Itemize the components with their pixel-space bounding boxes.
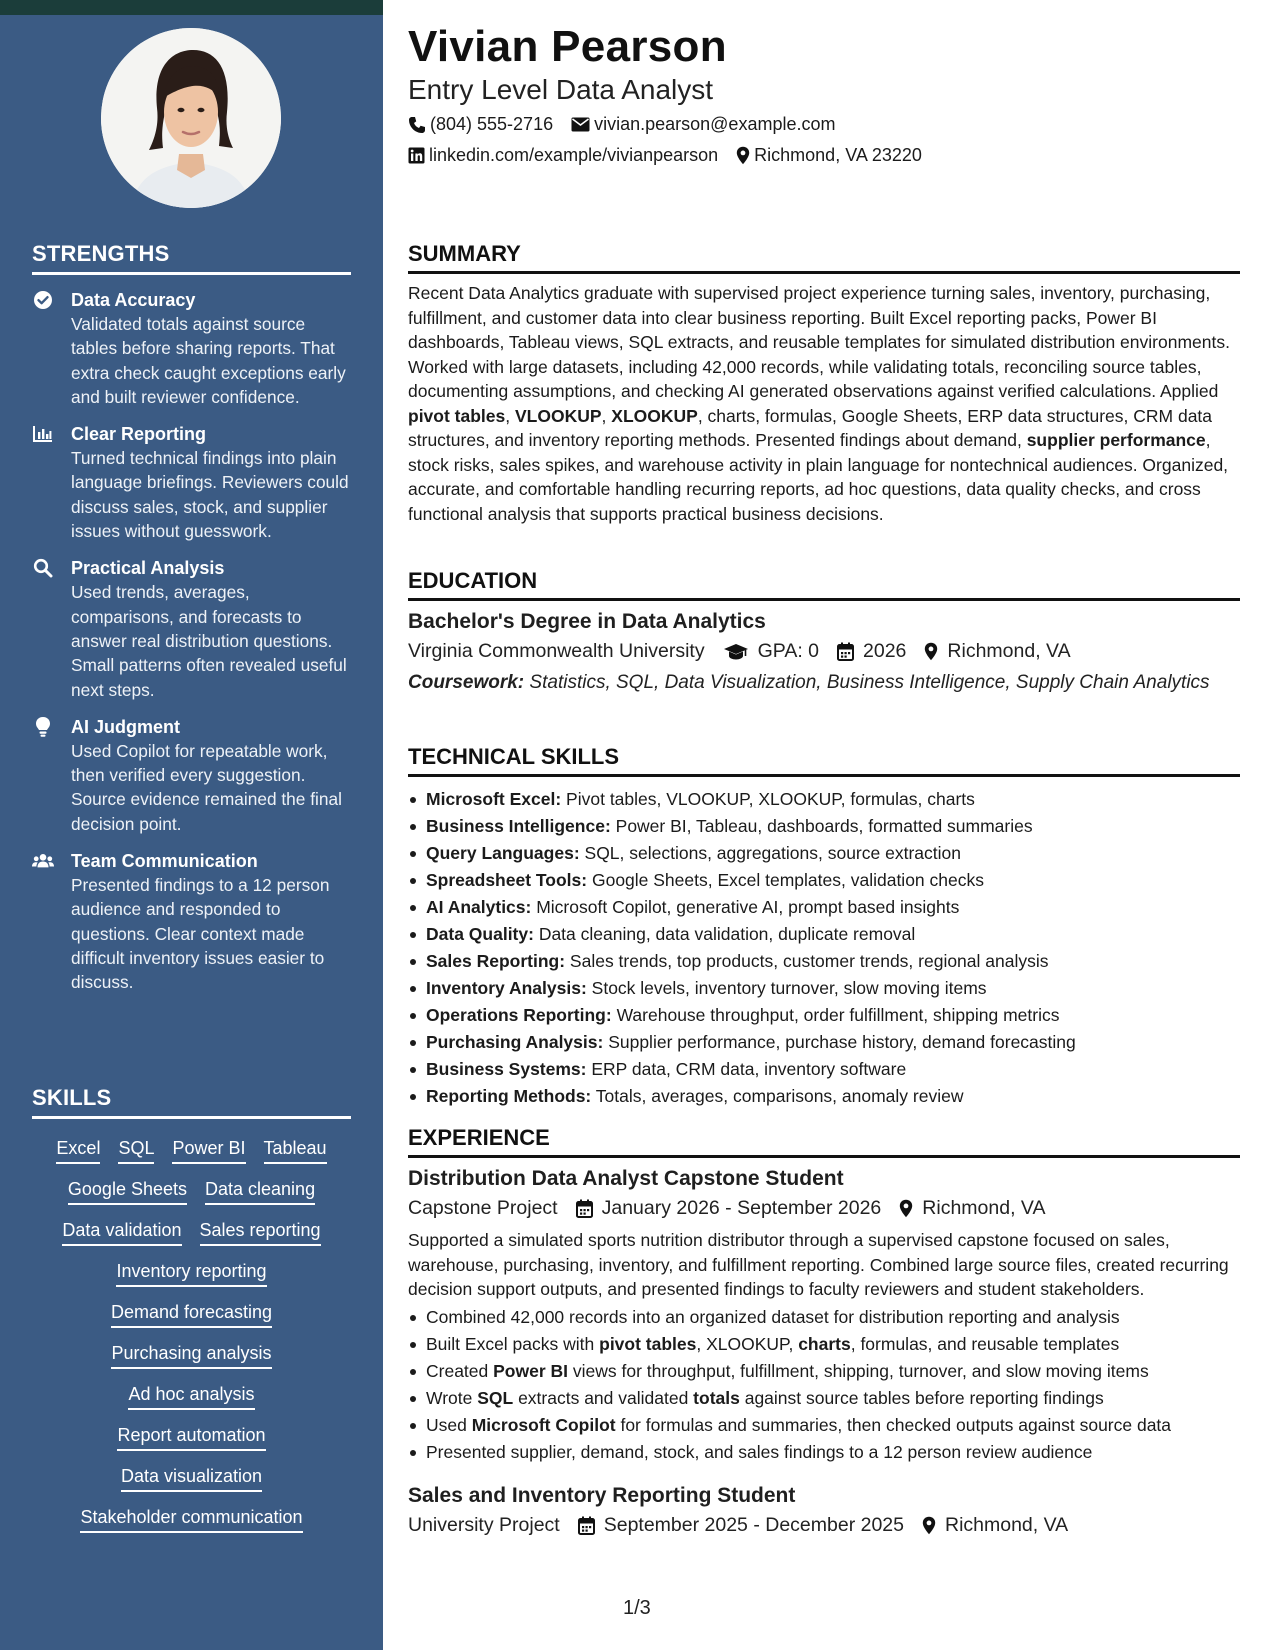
strength-item — [32, 422, 351, 543]
education-section — [408, 568, 1240, 695]
lightbulb-icon — [32, 716, 54, 738]
strength-item — [32, 715, 351, 836]
strength-text: Used trends, averages, comparisons, and forecasts to answer real distribution questions. Small patterns often revealed useful next steps. — [71, 582, 347, 700]
summary-text: Recent Data Analytics graduate with supervised project experience turning sales, inventory, purchasing, fulfillment, and customer data into clear business reporting. Built Excel reporting packs, Power BI dashboards, Tableau views, SQL extracts, and reusable templates for simulated distribution environments. Worked with large datasets, including 42,000 records, while validating totals, reconciling source tables, documenting assumptions, and checking AI generated observations against verified calculations. Applied pivot tables, VLOOKUP, XLOOKUP, charts, formulas, Google Sheets, ERP data structures, CRM data structures, and inventory reporting methods. Presented findings about demand, supplier performance, stock risks, sales spikes, and warehouse activity in plain language for nontechnical audiences. Organized, accurate, and comfortable handling recurring reports, ad hoc questions, data quality checks, and cross functional analysis that supports practical business decisions. — [408, 283, 1230, 524]
education-location: Richmond, VA — [924, 640, 1070, 663]
list-item: Business Systems: ERP data, CRM data, inventory software — [408, 1056, 1240, 1083]
strength-item — [32, 288, 351, 409]
technical-skills-heading: TECHNICAL SKILLS — [408, 744, 1240, 777]
calendar-icon — [576, 1199, 593, 1218]
education-heading: EDUCATION — [408, 568, 1240, 601]
summary-bold: XLOOKUP — [611, 405, 698, 426]
skill-tag: Stakeholder communication — [80, 1506, 302, 1533]
technical-skills-list — [408, 786, 1240, 1110]
list-item: Wrote SQL extracts and validated totals against source tables before reporting findings — [408, 1385, 1240, 1412]
strength-title: Practical Analysis — [71, 558, 225, 579]
job-bullets — [408, 1304, 1240, 1466]
list-item: Inventory Analysis: Stock levels, inventory turnover, slow moving items — [408, 975, 1240, 1002]
strength-item — [32, 849, 351, 994]
skill-tag: Sales reporting — [200, 1219, 321, 1246]
portrait-image — [101, 28, 281, 208]
list-item: Query Languages: SQL, selections, aggregations, source extraction — [408, 840, 1240, 867]
location-text: Richmond, VA 23220 — [754, 145, 922, 165]
map-pin-icon — [922, 1516, 936, 1535]
list-item: Microsoft Excel: Pivot tables, VLOOKUP, XLOOKUP, formulas, charts — [408, 786, 1240, 813]
strength-text: Validated totals against source tables before sharing reports. That extra check caught exceptions early and built reviewer confidence. — [71, 314, 346, 407]
gpa-field: GPA: 0 — [723, 640, 819, 663]
graduation-cap-icon — [723, 643, 749, 661]
job-meta — [408, 1197, 1240, 1220]
summary-section — [408, 241, 1240, 526]
list-item: Presented supplier, demand, stock, and sales findings to a 12 person review audience — [408, 1439, 1240, 1466]
skills-section — [32, 1085, 351, 1533]
skill-tag: SQL — [118, 1137, 154, 1164]
strength-text: Turned technical findings into plain language briefings. Reviewers could discuss sales, stock, and supplier issues without guesswork. — [71, 448, 349, 542]
bar-chart-icon — [32, 423, 54, 445]
summary-bold: pivot tables — [408, 405, 506, 426]
strength-title: Data Accuracy — [71, 290, 196, 310]
skill-tag: Report automation — [117, 1424, 265, 1451]
map-pin-icon — [924, 642, 938, 661]
skill-tag: Excel — [56, 1137, 100, 1164]
contact-row-1 — [408, 114, 853, 135]
list-item: Created Power BI views for throughput, fulfillment, shipping, turnover, and slow moving items — [408, 1358, 1240, 1385]
skill-row — [32, 1424, 351, 1451]
job-dates: September 2025 - December 2025 — [578, 1514, 904, 1537]
skill-tag: Power BI — [172, 1137, 245, 1164]
job-org: Capstone Project — [408, 1197, 558, 1219]
list-item: Sales Reporting: Sales trends, top products, customer trends, regional analysis — [408, 948, 1240, 975]
email-text: vivian.pearson@example.com — [594, 114, 836, 134]
page-number: 1/3 — [623, 1597, 651, 1619]
skill-row — [32, 1342, 351, 1369]
skill-row — [32, 1301, 351, 1328]
list-item: Business Intelligence: Power BI, Tableau, dashboards, formatted summaries — [408, 813, 1240, 840]
skill-tag: Ad hoc analysis — [128, 1383, 254, 1410]
summary-bold: VLOOKUP — [514, 405, 602, 426]
coursework: Coursework: Statistics, SQL, Data Visualization, Business Intelligence, Supply Chain Analytics — [408, 672, 1210, 693]
contact-row-2 — [408, 145, 940, 166]
job-title: Distribution Data Analyst Capstone Student — [408, 1167, 844, 1190]
skill-tag: Purchasing analysis — [111, 1342, 271, 1369]
skill-tag: Data visualization — [121, 1465, 262, 1492]
job-location: Richmond, VA — [922, 1514, 1068, 1537]
skill-row — [32, 1383, 351, 1410]
job-description: Supported a simulated sports nutrition distributor through a supervised capstone focused on sales, warehouse, purchasing, inventory, and fulfillment reporting. Combined large source files, created recurring decision support outputs, and presented findings to faculty reviewers and student stakeholders. — [408, 1230, 1229, 1299]
list-item: Spreadsheet Tools: Google Sheets, Excel templates, validation checks — [408, 867, 1240, 894]
skill-tag: Data validation — [62, 1219, 181, 1246]
sidebar-topbar — [0, 0, 383, 15]
strength-text: Presented findings to a 12 person audience and responded to questions. Clear context made difficult inventory issues easier to discuss. — [71, 875, 330, 993]
sidebar — [0, 0, 383, 1650]
map-pin-icon — [899, 1199, 913, 1218]
list-item: Combined 42,000 records into an organized dataset for distribution reporting and analysis — [408, 1304, 1240, 1331]
phone-contact[interactable] — [408, 114, 553, 135]
coursework-label: Coursework: — [408, 672, 525, 693]
linkedin-contact[interactable] — [408, 145, 718, 166]
strengths-section — [32, 241, 351, 995]
degree-title: Bachelor's Degree in Data Analytics — [408, 610, 766, 633]
envelope-icon — [571, 117, 590, 132]
profile-photo — [101, 28, 281, 208]
list-item: Used Microsoft Copilot for formulas and summaries, then checked outputs against source data — [408, 1412, 1240, 1439]
skills-list — [32, 1137, 351, 1533]
users-icon — [32, 850, 54, 872]
school-name: Virginia Commonwealth University — [408, 640, 705, 662]
strength-title: Team Communication — [71, 851, 258, 872]
search-icon — [32, 557, 54, 579]
job-title: Sales and Inventory Reporting Student — [408, 1483, 796, 1507]
location-contact — [736, 145, 922, 166]
candidate-name: Vivian Pearson — [408, 22, 727, 71]
skill-tag: Google Sheets — [68, 1178, 187, 1205]
strength-title: Clear Reporting — [71, 424, 207, 445]
map-pin-icon — [736, 146, 750, 165]
list-item: Built Excel packs with pivot tables, XLOOKUP, charts, formulas, and reusable templates — [408, 1331, 1240, 1358]
strength-text: Used Copilot for repeatable work, then verified every suggestion. Source evidence remained the final decision point. — [71, 740, 342, 834]
strength-title: AI Judgment — [71, 716, 181, 737]
calendar-icon — [578, 1516, 595, 1535]
calendar-icon — [837, 642, 854, 661]
list-item: Operations Reporting: Warehouse throughput, order fulfillment, shipping metrics — [408, 1002, 1240, 1029]
candidate-role: Entry Level Data Analyst — [408, 74, 714, 105]
summary-bold: supplier performance — [1026, 430, 1206, 450]
strengths-heading: STRENGTHS — [32, 241, 351, 275]
email-contact[interactable] — [571, 114, 835, 135]
experience-heading: EXPERIENCE — [408, 1125, 1240, 1158]
phone-text: (804) 555-2716 — [430, 114, 554, 134]
check-circle-icon — [32, 289, 54, 311]
list-item: Purchasing Analysis: Supplier performance, purchase history, demand forecasting — [408, 1029, 1240, 1056]
linkedin-icon — [408, 147, 425, 164]
skill-tag: Tableau — [264, 1137, 327, 1164]
phone-icon — [408, 116, 426, 134]
experience-section — [408, 1125, 1240, 1537]
job-dates: January 2026 - September 2026 — [576, 1197, 882, 1220]
job-org: University Project — [408, 1513, 560, 1536]
graduation-year: 2026 — [837, 640, 906, 663]
skill-row — [32, 1465, 351, 1492]
skill-tag: Demand forecasting — [111, 1301, 272, 1328]
list-item: Reporting Methods: Totals, averages, comparisons, anomaly review — [408, 1083, 1240, 1110]
skill-tag: Data cleaning — [205, 1178, 315, 1205]
technical-skills-section — [408, 744, 1240, 1110]
list-item: AI Analytics: Microsoft Copilot, generative AI, prompt based insights — [408, 894, 1240, 921]
education-meta — [408, 640, 1240, 663]
job-location: Richmond, VA — [899, 1197, 1045, 1220]
skill-row — [32, 1260, 351, 1287]
linkedin-text: linkedin.com/example/vivianpearson — [429, 145, 719, 165]
strength-item — [32, 556, 351, 701]
skill-row — [32, 1506, 351, 1533]
job-meta — [408, 1514, 1240, 1537]
summary-heading: SUMMARY — [408, 241, 1240, 274]
skill-tag: Inventory reporting — [116, 1260, 266, 1287]
list-item: Data Quality: Data cleaning, data validation, duplicate removal — [408, 921, 1240, 948]
skills-heading: SKILLS — [32, 1085, 351, 1119]
